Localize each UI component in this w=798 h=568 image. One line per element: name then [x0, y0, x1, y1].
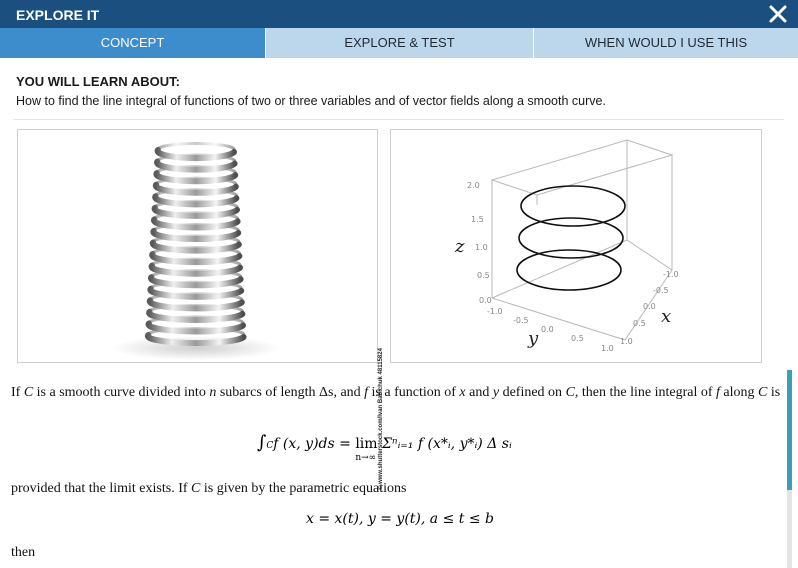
x-axis-label: x: [661, 306, 672, 327]
y-axis-label: y: [528, 328, 539, 349]
z-tick: 0.5: [477, 271, 490, 280]
y-tick: 1.0: [601, 344, 614, 353]
y-tick: 0.5: [571, 334, 584, 343]
x-tick: 0.5: [633, 319, 646, 328]
spring-illustration: [18, 130, 377, 362]
y-tick: 0.0: [541, 325, 554, 334]
z-tick: 0.0: [479, 296, 492, 305]
z-axis-label: z: [455, 236, 465, 257]
title-bar: [0, 0, 798, 28]
helix-turn: [519, 218, 623, 258]
parametric-formula: x = x(t), y = y(t), a ≤ t ≤ b: [306, 511, 494, 527]
learn-description: How to find the line integral of functions of two or three variables and of vector fields along a smooth curve.: [16, 94, 606, 108]
paragraph-then: then: [11, 545, 36, 560]
helix-turn: [521, 186, 625, 226]
close-icon[interactable]: [766, 2, 790, 26]
paragraph-parametric: provided that the limit exists. If C is given by the parametric equations: [11, 481, 407, 496]
learn-section: [16, 74, 786, 108]
scrollbar-thumb[interactable]: [787, 370, 792, 490]
learn-heading: YOU WILL LEARN ABOUT:: [16, 74, 180, 89]
helix-plot-image: [390, 129, 762, 363]
tab-when-would-i-use-this[interactable]: WHEN WOULD I USE THIS: [534, 28, 798, 58]
tab-concept[interactable]: CONCEPT: [0, 28, 266, 58]
x-tick: 0.0: [643, 302, 656, 311]
x-tick: -0.5: [653, 286, 669, 295]
tab-explore-test[interactable]: EXPLORE & TEST: [266, 28, 534, 58]
z-tick: 1.0: [475, 243, 488, 252]
x-tick: -1.0: [663, 270, 679, 279]
y-tick: -1.0: [487, 307, 503, 316]
z-tick: 2.0: [467, 181, 480, 190]
helix-plot: [391, 130, 761, 362]
divider: [14, 119, 784, 120]
paragraph-definition: If C is a smooth curve divided into n subarcs of length Δs, and f is a function of x and y defined on C, then the line integral of f along C is: [11, 385, 781, 400]
image-credit: © www.shutterstock.com/Ivan Babichuk 48115824: [378, 348, 384, 490]
y-tick: -0.5: [513, 316, 529, 325]
helix-turn: [517, 250, 621, 290]
z-tick: 1.5: [471, 215, 484, 224]
tab-bar: [0, 28, 798, 58]
spring-coil-back: [158, 143, 234, 150]
line-integral-formula: ∫Cf (x, y)ds = lim n→∞ Σⁿᵢ₌₁ f (x*ᵢ, y*ᵢ) Δ sᵢ: [257, 432, 512, 463]
x-tick: 1.0: [620, 337, 633, 346]
window-title: EXPLORE IT: [16, 7, 100, 23]
